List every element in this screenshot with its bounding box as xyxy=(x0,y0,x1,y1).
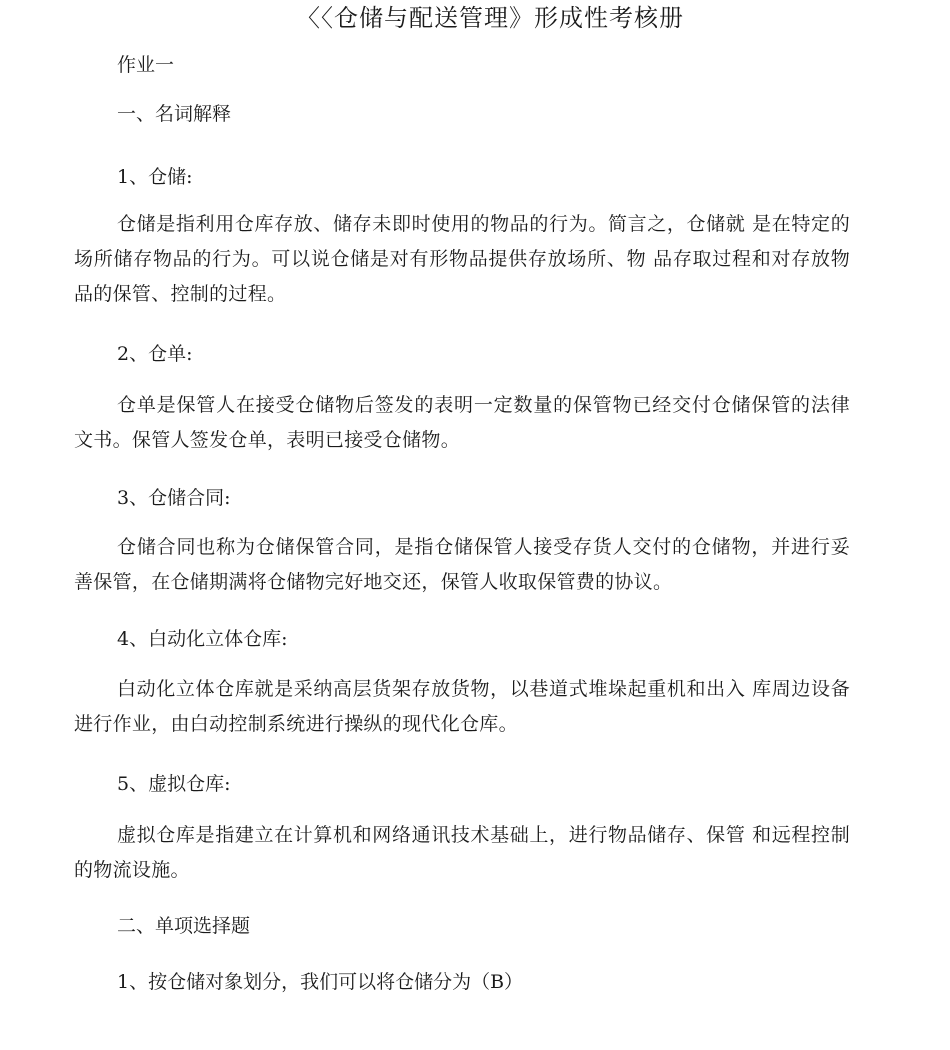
section-heading-single-choice: 二、单项选择题 xyxy=(117,915,251,937)
term-label: 1、仓储: xyxy=(117,166,193,188)
term-definition: 仓储合同也称为仓储保管合同，是指仓储保管人接受存货人交付的仓储物，并进行妥善保管，在仓储期满将仓储物完好地交还，保管人收取保管费的协议。 xyxy=(74,536,850,593)
term-label: 3、仓储合同: xyxy=(117,487,231,509)
term-label: 5、虚拟仓库: xyxy=(117,773,231,795)
term-definition: 白动化立体仓库就是采纳高层货架存放货物，以巷道式堆垛起重机和出入 库周边设备进行作业，由白动控制系统进行操纵的现代化仓库。 xyxy=(74,678,850,735)
document-title: 〈〈仓储与配送管理》形成性考核册 xyxy=(296,4,684,32)
term-definition: 仓单是保管人在接受仓储物后签发的表明一定数量的保管物已经交付仓储保管的法律文书。保管人签发仓单，表明已接受仓储物。 xyxy=(74,394,850,451)
term-definition: 仓储是指利用仓库存放、储存未即时使用的物品的行为。简言之，仓储就 是在特定的场所储存物品的行为。可以说仓储是对有形物品提供存放场所、物 品存取过程和对存放物品的保管、控制的过程。 xyxy=(74,213,850,305)
assignment-label: 作业一 xyxy=(117,54,175,76)
term-label: 4、白动化立体仓库: xyxy=(117,628,288,650)
term-label: 2、仓单: xyxy=(117,343,193,365)
term-definition: 虚拟仓库是指建立在计算机和网络通讯技术基础上，进行物品储存、保管 和远程控制的物流设施。 xyxy=(74,824,850,881)
section-heading-glossary: 一、名词解释 xyxy=(117,103,232,125)
question-text: 1、按仓储对象划分，我们可以将仓储分为（B） xyxy=(117,971,524,993)
